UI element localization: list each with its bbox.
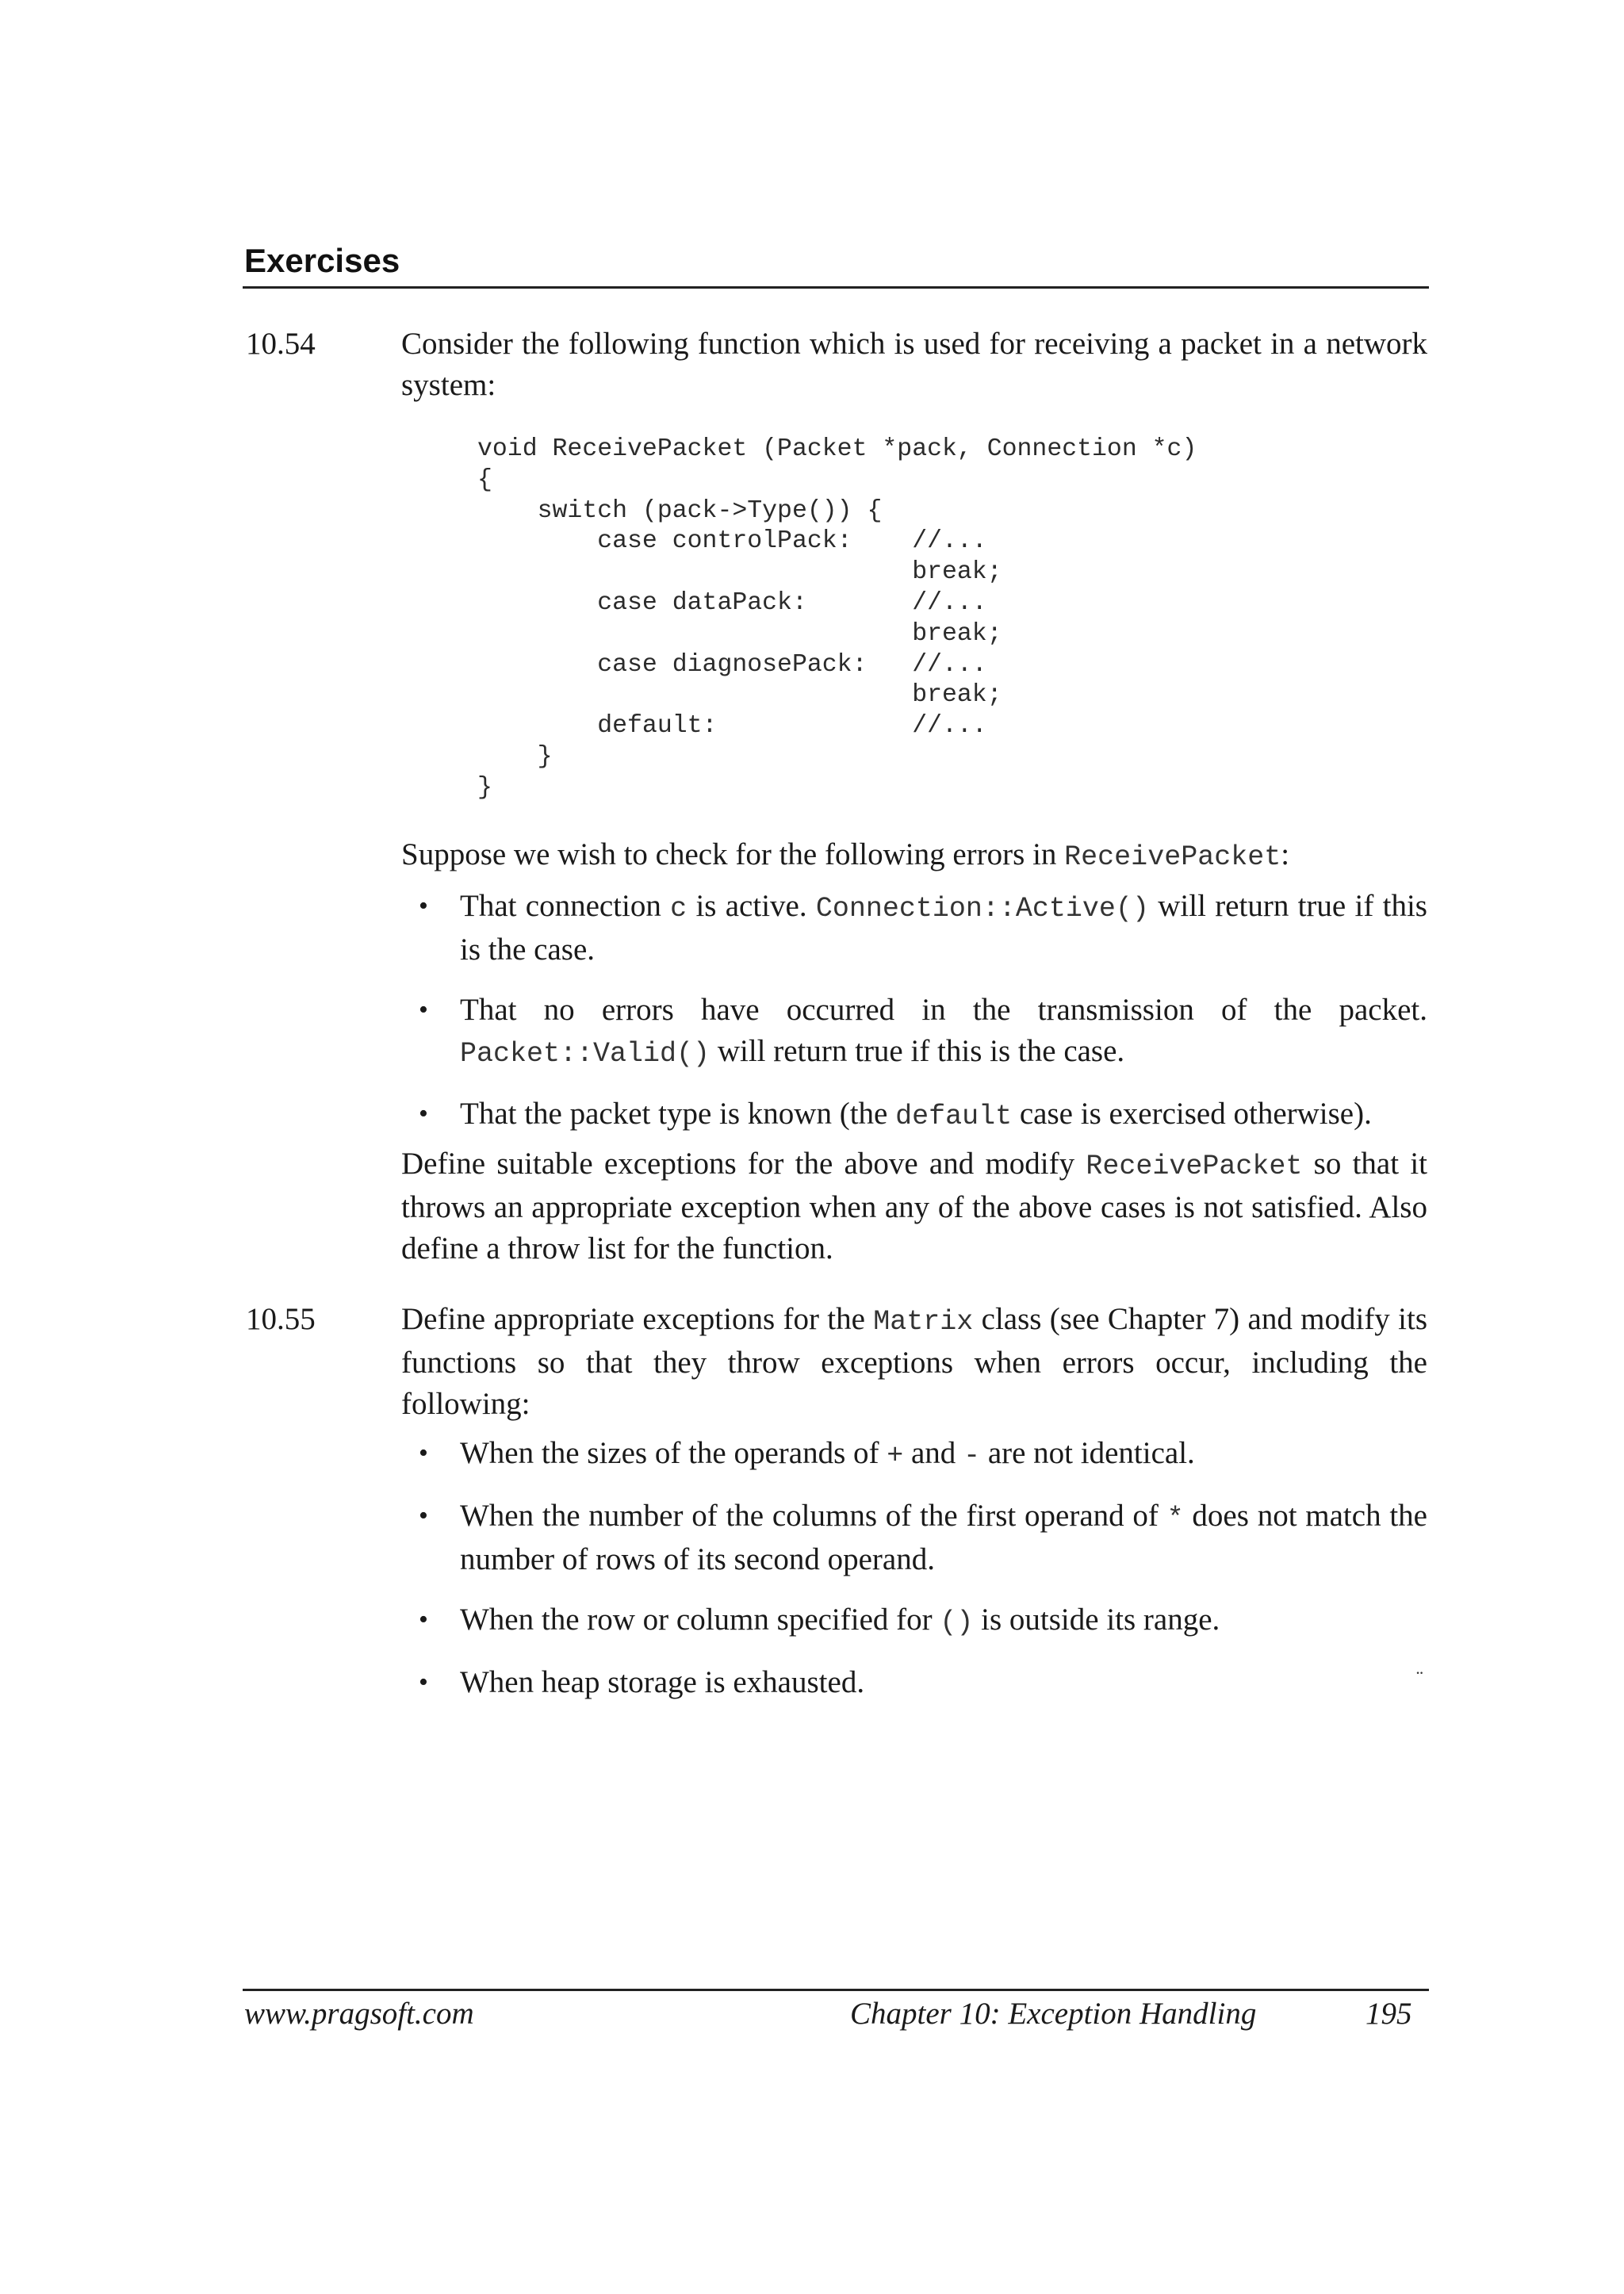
item-text: That no errors have occurred in the transmission of the packet. [460, 993, 1427, 1027]
exercise-intro: Consider the following function which is used for receiving a packet in a network system: [401, 327, 1427, 402]
list-item [401, 886, 1427, 971]
item-code: Packet::Valid() [460, 1038, 710, 1070]
item-text: That connection [460, 889, 671, 923]
item-text: does not match the number of rows of its second operand. [460, 1499, 1427, 1576]
intro-code: Matrix [873, 1306, 974, 1338]
bullet-icon: • [419, 891, 428, 921]
code-block: void ReceivePacket (Packet *pack, Connection *c) { switch (pack->Type()) { case controlPack: //... break; case dataPack: //... break; case diagnosePack: //... break; default: //... } } [477, 435, 1197, 802]
item-code: default [895, 1101, 1013, 1132]
error-list [401, 1433, 1427, 1703]
error-list [401, 886, 1427, 1137]
suppose-text: Suppose we wish to check for the following errors in [401, 837, 1065, 871]
intro-text: class (see Chapter 7) and modify its functions so that they throw exceptions when errors occur, including the following: [401, 1302, 1427, 1421]
footer-website: www.pragsoft.com [244, 1997, 474, 2031]
item-text: When the row or column specified for [460, 1603, 940, 1637]
suppose-paragraph [401, 834, 1427, 878]
footer-chapter: Chapter 10: Exception Handling [850, 1997, 1257, 2031]
list-item [401, 990, 1427, 1074]
item-text: will return true if this is the case. [710, 1034, 1125, 1068]
bullet-icon: • [419, 1438, 428, 1468]
define-text: so that it throws an appropriate exception when any of the above cases is not satisfied. Also define a throw list for the function. [401, 1147, 1427, 1266]
bullet-icon: • [419, 1501, 428, 1530]
code-block-wrapper [477, 435, 1197, 804]
item-text: When heap storage is exhausted. [460, 1665, 865, 1699]
item-text: and [903, 1436, 964, 1470]
section-heading: Exercises [244, 242, 400, 279]
exercise-intro [401, 1299, 1427, 1425]
define-text: Define suitable exceptions for the above and modify [401, 1147, 1086, 1181]
list-item [401, 1093, 1427, 1137]
exercise-continuation [401, 834, 1427, 1270]
list-item [401, 1496, 1427, 1580]
item-code: c [670, 893, 688, 925]
suppose-code: ReceivePacket [1064, 841, 1281, 873]
list-item [401, 1599, 1427, 1643]
bullet-icon: • [419, 1605, 428, 1634]
item-code: Connection::Active() [815, 893, 1149, 925]
bullet-icon: • [419, 1668, 428, 1697]
bullet-icon: • [419, 995, 428, 1024]
bullet-icon: • [419, 1099, 428, 1128]
end-mark: ¨ [1416, 1667, 1423, 1690]
footer-page-number: 195 [1365, 1997, 1412, 2031]
intro-text: Define appropriate exceptions for the [401, 1302, 874, 1336]
item-code: () [940, 1607, 974, 1638]
list-item [401, 1433, 1427, 1476]
heading-rule [243, 286, 1429, 289]
footer-rule [243, 1989, 1429, 1991]
suppose-colon: : [1281, 837, 1290, 871]
item-code: + [887, 1440, 904, 1472]
item-text: will return true if this is the case. [460, 889, 1427, 967]
exercise-number: 10.54 [246, 327, 316, 361]
item-text: is outside its range. [973, 1603, 1220, 1637]
exercise-body [401, 324, 1427, 406]
item-code: - [963, 1440, 981, 1472]
item-text: When the number of the columns of the first operand of [460, 1499, 1167, 1533]
exercise-number: 10.55 [246, 1302, 316, 1336]
list-item [401, 1662, 1427, 1703]
exercise-body [401, 1299, 1427, 1703]
item-text: When the sizes of the operands of [460, 1436, 887, 1470]
define-code: ReceivePacket [1086, 1151, 1303, 1182]
item-code: * [1166, 1503, 1184, 1534]
define-paragraph [401, 1143, 1427, 1270]
item-text: are not identical. [980, 1436, 1195, 1470]
item-text: is active. [687, 889, 816, 923]
item-text: That the packet type is known (the [460, 1097, 896, 1131]
item-text: case is exercised otherwise). [1012, 1097, 1372, 1131]
